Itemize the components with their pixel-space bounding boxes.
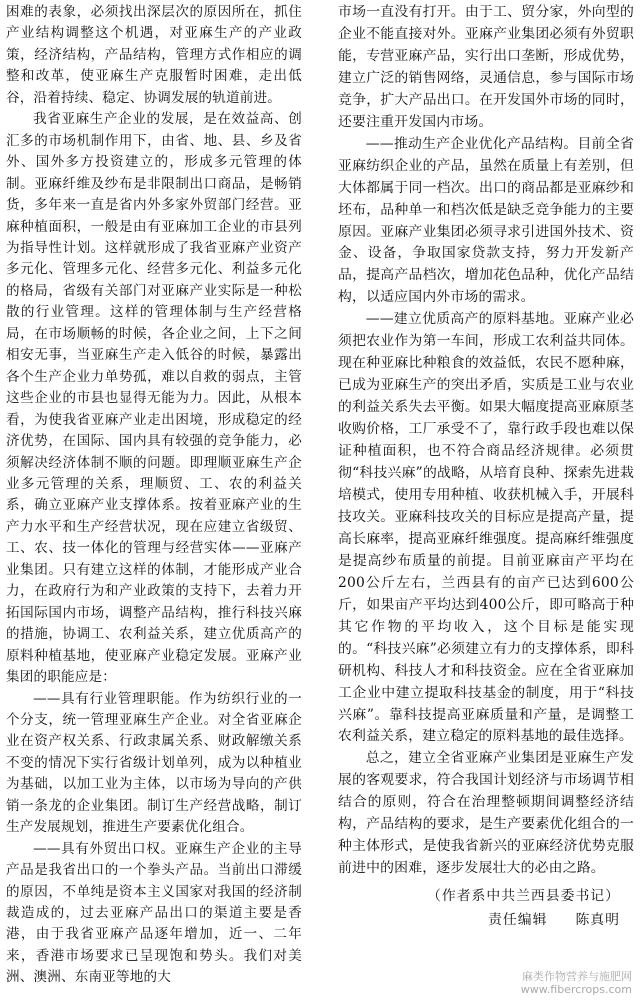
paragraph: ——具有行业管理职能。作为纺织行业的一个分支，统一管理亚麻生产企业。对全省亚麻企业在资产权关系、行政隶属关系、财政解缴关系不变的情况下实行省级计划单列，成为以种植业为基础，以加工业为主体，以市场为导向的产供销一条龙的企业集团。制订生产经营战略，制订生产发展规划，推进生产要素优化组合。	[6, 690, 302, 836]
paragraph: ——建立优质高产的原料基地。亚麻产业必须把农业作为第一车间，形成工农利益共同体。现在种亚麻比种粮食的效益低，农民不愿种麻，已成为亚麻生产的突出矛盾，实质是工业与农业的利益关系失去平衡。如果大幅度提高亚麻原茎收购价格，工厂承受不了，靠行政手段也难以保证种植面积，也不符合商品经济规律。必须贯彻“科技兴麻”的战略，从培育良种、探索先进栽培模式，使用专用种植、收获机械入手，开展科技攻关。亚麻科技攻关的目标应是提高产量，提高长麻率，提高亚麻纤维强度。提高麻纤维强度是提高纱布质量的前提。目前亚麻亩产平均在200公斤左右，兰西县有的亩产已达到600公斤，如果亩产平均达到400公斤，即可略高于种其它作物的平均收入，这个目标是能实现的。“科技兴麻”必须建立有力的支撑体系，即科研机构、科技人才和科技资金。应在全省亚麻加工企业中建立提取科技基金的制度，用于“科技兴麻”。靠科技提高亚麻质量和产量，是调整工农利益关系，建立稳定的原料基地的最佳选择。	[338, 311, 634, 745]
paragraph: ——推动生产企业优化产品结构。目前全省亚麻纺织企业的产品，虽然在质量上有差别，但大体都属于同一档次。出口的商品都是亚麻纱和坯布，品种单一和档次低是缺乏竞争能力的主要原因。亚麻产业集团必须寻求引进国外技术、资金、设备，争取国家贷款支持，努力开发新产品，提高产品档次，增加花色品种，优化产品结构，以适应国内外市场的需求。	[338, 135, 634, 306]
column-gutter	[318, 0, 319, 1000]
paragraph: ——具有外贸出口权。亚麻生产企业的主导产品是我省出口的一个拳头产品。当前出口滞缓的原因，不单纯是资本主义国家对我国的经济制裁造成的，过去亚麻产品出口的渠道主要是香港，由于我省亚麻产品逐年增加，近一、二年来，香港市场要求已呈现饱和势头。我们对美洲、澳洲、东南亚等地的大	[6, 840, 302, 986]
paragraph: 我省亚麻生产企业的发展，是在效益高、创汇多的市场机制作用下，由省、地、县、乡及省外、国外多方投资建立的，形成多元管理的体制。亚麻纤维及纱布是非限制出口商品，是畅销货，多年来一直是省内外多家外贸部门经营。亚麻种植面积，一般是由有亚麻加工企业的市县列为指导性计划。这样就形成了我省亚麻产业资产多元化、管理多元化、经营多元化、利益多元化的格局，省级有关部门对亚麻产业实际是一种松散的行业管理。这样的管理体制与生产经营格局，在市场顺畅的时候，各企业之间，上下之间相安无事，当亚麻生产走入低谷的时候，暴露出各个生产企业力单势孤，难以自救的弱点，主管这些企业的市县也显得无能为力。因此，从根本看，为使我省亚麻产业走出困境，形成稳定的经济优势，在国际、国内具有较强的竞争能力，必须解决经济体制不顺的问题。即理顺亚麻生产企业多元管理的关系，理顺贸、工、农的利益关系，确立亚麻产业支撑体系。按着亚麻产业的生产力水平和生产经营状况，现在应建立省级贸、工、农、技一体化的管理与经营实体——亚麻产业集团。只有建立这样的体制，才能形成产业合力，在政府行为和产业政策的支持下，去着力开拓国际国内市场，调整产品结构，推行科技兴麻的措施，协调工、农利益关系，建立优质高产的原料种植基地，使亚麻产业稳定发展。亚麻产业集团的职能应是：	[6, 111, 302, 686]
author-note: （作者系中共兰西县委书记）	[427, 888, 620, 905]
editor-credit	[338, 910, 634, 932]
left-column	[6, 2, 302, 989]
paragraph: 困难的表象，必须找出深层次的原因所在，抓住产业结构调整这个机遇，对亚麻生产的产业政策，经济结构，产品结构，管理方式作相应的调整和改革，使亚麻生产克服暂时困难，走出低谷，沿着持续、稳定、协调发展的轨道前进。	[6, 4, 302, 106]
editor-name: 陈真明	[575, 912, 620, 929]
site-watermark	[521, 970, 632, 996]
watermark-title: 麻类作物营养与施肥网	[522, 970, 632, 983]
right-column	[338, 2, 634, 932]
paragraph: 总之，建立全省亚麻产业集团是亚麻生产发展的客观要求，符合我国计划经济与市场调节相结合的原则，符合在治理整顿期间调整经济结构，产品结构的要求，是生产要素优化组合的一种主体形式，是使我省新兴的亚麻经济优势克服前进中的困难，逐步发展壮大的必由之路。	[338, 750, 634, 877]
watermark-url: www.fibercrops.com	[520, 983, 632, 996]
editor-label: 责任编辑	[488, 912, 548, 929]
paragraph: 市场一直没有打开。由于工、贸分家，外向型的企业不能直接对外。亚麻产业集团必须有外贸职能，专营亚麻产品，实行出口垄断，形成优势，建立广泛的销售网络，灵通信息，参与国际市场竞争，扩大产品出口。在开发国外市场的同时，还要注重开发国内市场。	[338, 4, 634, 130]
